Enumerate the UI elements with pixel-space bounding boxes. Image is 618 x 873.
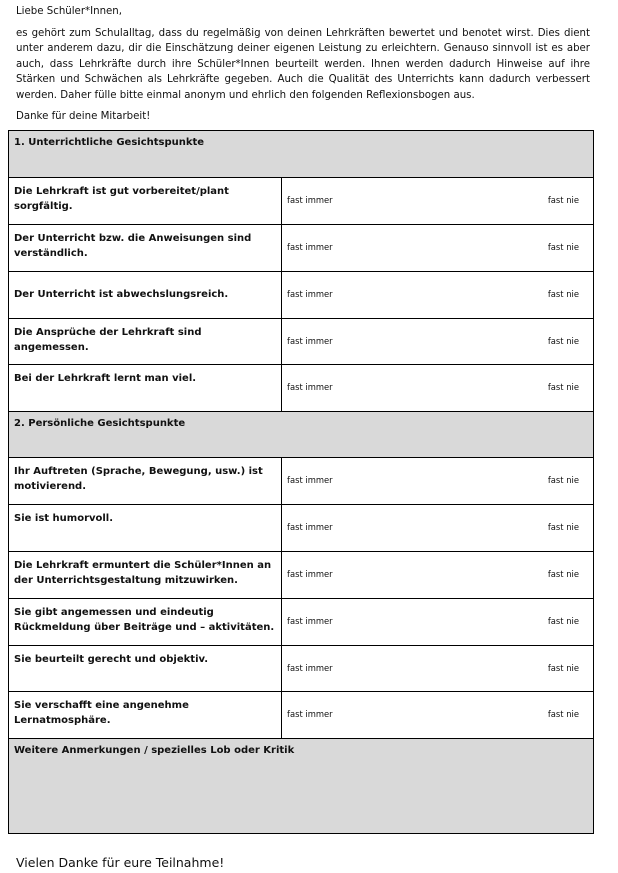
scale-low-label: fast nie bbox=[547, 662, 579, 673]
scale-high-label: fast immer bbox=[287, 382, 333, 392]
rating-row[interactable] bbox=[9, 646, 593, 692]
scale-low-label: fast nie bbox=[547, 289, 579, 299]
scale-low-label: fast nie bbox=[547, 195, 579, 205]
rating-row[interactable] bbox=[9, 225, 593, 272]
section-1-title: 1. Unterrichtliche Gesichtspunkte bbox=[14, 137, 205, 148]
reflection-form bbox=[8, 130, 594, 834]
scale-high-label: fast immer bbox=[287, 662, 333, 673]
scale-low-label: fast nie bbox=[547, 382, 579, 392]
scale-low-label: fast nie bbox=[547, 522, 579, 532]
scale-high-label: fast immer bbox=[287, 475, 333, 485]
scale-high-label: fast immer bbox=[287, 522, 333, 532]
scale-low-label: fast nie bbox=[547, 242, 579, 252]
question-label: Sie beurteilt gerecht und objektiv. bbox=[14, 654, 209, 665]
rating-row[interactable] bbox=[9, 365, 593, 412]
question-label: Sie ist humorvoll. bbox=[14, 513, 114, 524]
question-label: Die Lehrkraft ist gut vorbereitet/plant sorgfältig. bbox=[14, 186, 229, 212]
rating-row[interactable] bbox=[9, 599, 593, 646]
question-label: Sie gibt angemessen und eindeutig Rückmeldung über Beiträge und – aktivitäten. bbox=[14, 607, 275, 633]
remarks-title: Weitere Anmerkungen / spezielles Lob oder Kritik bbox=[14, 745, 295, 756]
question-label: Die Ansprüche der Lehrkraft sind angemessen. bbox=[14, 327, 202, 353]
scale-high-label: fast immer bbox=[287, 289, 333, 299]
section-2-title: 2. Persönliche Gesichtspunkte bbox=[14, 418, 186, 429]
intro-text bbox=[16, 4, 590, 125]
question-label: Der Unterricht ist abwechslungsreich. bbox=[14, 289, 229, 300]
question-label: Der Unterricht bzw. die Anweisungen sind verständlich. bbox=[14, 233, 252, 259]
scale-high-label: fast immer bbox=[287, 569, 333, 579]
scale-low-label: fast nie bbox=[547, 335, 579, 346]
scale-high-label: fast immer bbox=[287, 242, 333, 252]
rating-row[interactable] bbox=[9, 458, 593, 505]
footer-thanks: Vielen Danke für eure Teilnahme! bbox=[16, 855, 225, 870]
scale-low-label: fast nie bbox=[547, 475, 579, 485]
section-1-header bbox=[9, 131, 593, 178]
rating-row[interactable] bbox=[9, 552, 593, 599]
scale-low-label: fast nie bbox=[547, 709, 579, 719]
rating-row[interactable] bbox=[9, 505, 593, 552]
question-label: Sie verschafft eine angenehme Lernatmosphäre. bbox=[14, 700, 189, 726]
scale-high-label: fast immer bbox=[287, 195, 333, 205]
scale-high-label: fast immer bbox=[287, 709, 333, 719]
question-label: Die Lehrkraft ermuntert die Schüler*Innen an der Unterrichtsgestaltung mitzuwirken. bbox=[14, 560, 272, 586]
rating-row[interactable] bbox=[9, 319, 593, 365]
question-label: Ihr Auftreten (Sprache, Bewegung, usw.) ist motivierend. bbox=[14, 466, 263, 492]
scale-low-label: fast nie bbox=[547, 616, 579, 626]
intro-thanks: Danke für deine Mitarbeit! bbox=[16, 111, 151, 122]
question-label: Bei der Lehrkraft lernt man viel. bbox=[14, 373, 197, 384]
intro-paragraph: es gehört zum Schulalltag, dass du regelmäßig von deinen Lehrkräften bewertet und benotet wirst. Dies dient unter anderem dazu, dir die Einschätzung deiner eigenen Leistung zu erleichtern. Genauso sinnvoll ist es aber auch, dass Lehrkräfte durch ihre Schüler*Innen beurteilt werden. Ihnen werden dadurch Hinweise auf ihre Stärken und Schwächen als Lehrkräfte gegeben. Auch die Qualität des Unterrichts kann dadurch verbessert werden. Daher fülle bitte einmal anonym und ehrlich den folgenden Reflexionsbogen aus. bbox=[16, 27, 590, 101]
scale-low-label: fast nie bbox=[547, 569, 579, 579]
greeting: Liebe Schüler*Innen, bbox=[16, 6, 122, 17]
scale-high-label: fast immer bbox=[287, 335, 333, 346]
remarks-field[interactable] bbox=[9, 739, 593, 833]
rating-row[interactable] bbox=[9, 272, 593, 319]
rating-row[interactable] bbox=[9, 692, 593, 739]
scale-high-label: fast immer bbox=[287, 616, 333, 626]
rating-row[interactable] bbox=[9, 178, 593, 225]
section-2-header bbox=[9, 412, 593, 458]
